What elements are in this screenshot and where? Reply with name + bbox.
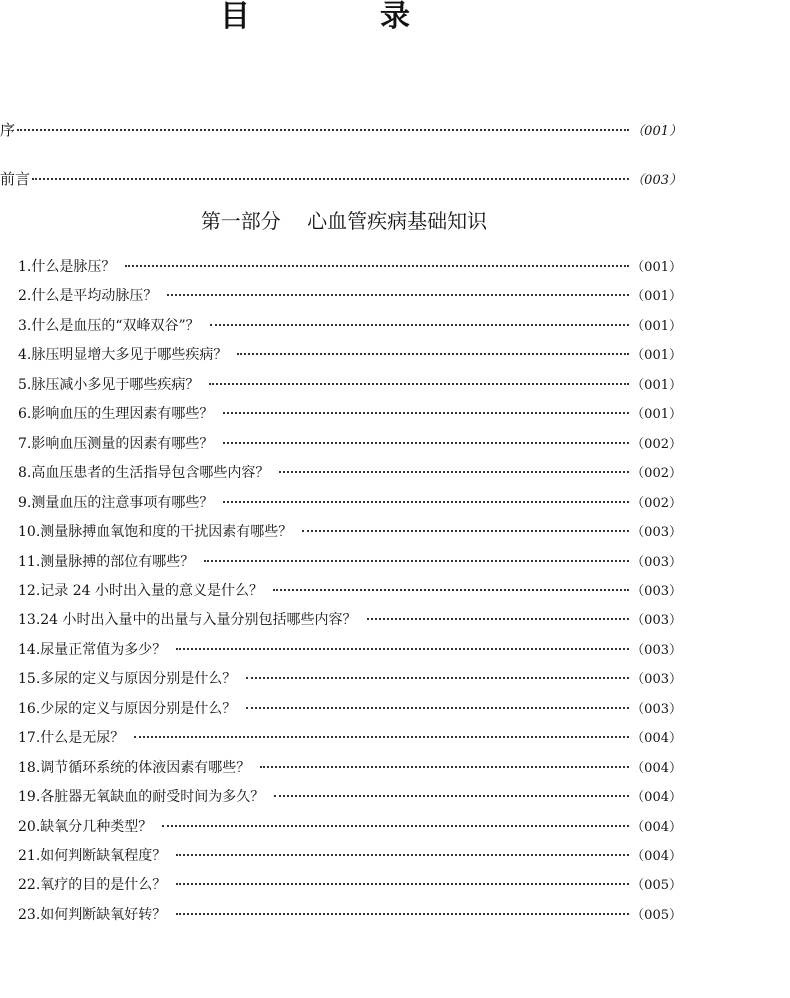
toc-entry-page: （003） xyxy=(631,525,682,541)
section-name: 心血管疾病基础知识 xyxy=(307,209,488,233)
toc-entry-page: （004） xyxy=(631,790,682,806)
toc-entry[interactable] xyxy=(18,405,682,424)
toc-entry-page: （002） xyxy=(631,466,682,482)
toc-entry-number: 3. xyxy=(18,317,32,334)
toc-entry-page: （001） xyxy=(631,407,682,423)
toc-entry[interactable] xyxy=(18,553,682,572)
toc-foreword-label: 前言 xyxy=(0,170,31,188)
toc-entry[interactable] xyxy=(18,287,682,306)
toc-entry[interactable] xyxy=(18,906,682,925)
toc-entry-page: （003） xyxy=(631,701,682,717)
toc-entry-text: 多尿的定义与原因分别是什么？ xyxy=(40,671,237,688)
toc-entry-label xyxy=(18,641,176,659)
page-title: 目 录 xyxy=(220,0,460,34)
toc-entry-label xyxy=(18,729,134,747)
toc-entry-text: 脉压明显增大多见于哪些疾病？ xyxy=(31,347,228,364)
dot-leader xyxy=(176,854,629,856)
toc-entry[interactable] xyxy=(18,700,682,719)
toc-entry-text: 记录 24 小时出入量的意义是什么？ xyxy=(40,582,263,599)
toc-entry-text: 脉压减小多见于哪些疾病？ xyxy=(31,376,200,393)
toc-entry-text: 24 小时出入量中的出量与入量分别包括哪些内容？ xyxy=(40,612,357,629)
dot-leader xyxy=(223,442,629,444)
toc-entry-text: 氧疗的目的是什么？ xyxy=(40,877,167,894)
toc-entry-number: 2. xyxy=(18,288,32,305)
toc-entry-label xyxy=(18,464,279,482)
toc-entry-page: （005） xyxy=(631,878,682,894)
toc-entry-label xyxy=(18,287,167,305)
toc-entry[interactable] xyxy=(18,376,682,395)
dot-leader xyxy=(176,648,629,650)
dot-leader xyxy=(223,501,629,503)
dot-leader xyxy=(17,129,629,131)
toc-entry-label xyxy=(18,523,302,541)
dot-leader xyxy=(246,677,629,679)
toc-entry-text: 调节循环系统的体液因素有哪些？ xyxy=(40,759,251,776)
toc-entry-label xyxy=(18,906,176,924)
toc-entry[interactable] xyxy=(18,729,682,748)
toc-entry-page: （001） xyxy=(631,318,682,334)
toc-entry-text: 高血压患者的生活指导包含哪些内容？ xyxy=(31,465,270,482)
toc-entry[interactable] xyxy=(18,258,682,277)
toc-entry-number: 16. xyxy=(18,700,41,717)
toc-entry-page: （005） xyxy=(631,907,682,923)
toc-entry-number: 9. xyxy=(18,494,32,511)
toc-entry-number: 8. xyxy=(18,465,32,482)
toc-entry[interactable] xyxy=(18,494,682,513)
dot-leader xyxy=(204,560,629,562)
toc-entry-number: 4. xyxy=(18,347,32,364)
toc-entry-label xyxy=(18,494,223,512)
toc-entry-page: （001） xyxy=(631,260,682,275)
dot-leader xyxy=(209,383,629,385)
dot-leader xyxy=(302,530,629,532)
dot-leader xyxy=(125,265,629,267)
toc-entry-page: （004） xyxy=(631,731,682,747)
dot-leader xyxy=(274,795,629,797)
toc-entry-label xyxy=(18,346,237,364)
toc-entry-label xyxy=(18,700,246,718)
toc-entry[interactable] xyxy=(18,759,682,778)
toc-entry-label xyxy=(18,258,125,276)
toc-entry-number: 21. xyxy=(18,848,41,864)
toc-entry-number: 1. xyxy=(18,259,32,275)
toc-entry-page: （003） xyxy=(631,642,682,658)
toc-foreword-page: （003） xyxy=(631,173,682,188)
dot-leader xyxy=(367,618,630,620)
toc-entry-page: （003） xyxy=(631,672,682,688)
toc-entry-number: 20. xyxy=(18,818,41,835)
dot-leader xyxy=(32,178,629,180)
toc-entry[interactable] xyxy=(18,670,682,689)
toc-entry[interactable] xyxy=(18,847,682,866)
toc-entry-text: 如何判断缺氧程度？ xyxy=(40,848,167,864)
toc-entry-text: 影响血压的生理因素有哪些？ xyxy=(31,406,214,423)
toc-entry-text: 尿量正常值为多少？ xyxy=(40,641,167,658)
dot-leader xyxy=(279,471,629,473)
toc-entry-number: 19. xyxy=(18,789,41,806)
dot-leader xyxy=(237,353,629,355)
toc-entry-number: 18. xyxy=(18,759,41,776)
toc-entry-label xyxy=(18,670,246,688)
toc-entry-text: 少尿的定义与原因分别是什么？ xyxy=(40,700,237,717)
toc-entry-text: 什么是血压的“双峰双谷”？ xyxy=(31,317,200,334)
toc-entry[interactable] xyxy=(18,641,682,660)
toc-entry-label xyxy=(18,611,367,629)
toc-entry-label xyxy=(18,435,223,453)
dot-leader xyxy=(167,294,629,296)
toc-entry[interactable] xyxy=(18,818,682,837)
toc-entry-page: （004） xyxy=(631,849,682,864)
toc-entry-text: 缺氧分几种类型？ xyxy=(40,818,153,835)
toc-entry[interactable] xyxy=(18,317,682,336)
toc-entry-page: （003） xyxy=(631,554,682,570)
toc-entry-label xyxy=(18,876,176,894)
toc-entry[interactable] xyxy=(18,464,682,483)
toc-entry[interactable] xyxy=(18,582,682,601)
toc-entry-page: （004） xyxy=(631,760,682,776)
toc-entry-label xyxy=(18,818,162,836)
toc-preface-row[interactable] xyxy=(0,121,682,141)
dot-leader xyxy=(273,589,629,591)
toc-preface-page: （001） xyxy=(631,124,682,139)
toc-entry-label xyxy=(18,553,204,571)
toc-entry[interactable] xyxy=(18,876,682,895)
toc-entry-number: 11. xyxy=(18,553,41,570)
dot-leader xyxy=(134,736,629,738)
dot-leader xyxy=(223,412,629,414)
toc-entry-label xyxy=(18,847,176,865)
section-heading xyxy=(0,208,682,234)
toc-entry[interactable] xyxy=(18,788,682,807)
toc-entry-number: 15. xyxy=(18,671,41,688)
toc-entry-page: （002） xyxy=(631,436,682,452)
toc-entry-number: 10. xyxy=(18,524,41,541)
toc-entry-page: （004） xyxy=(631,819,682,835)
toc-entry-number: 14. xyxy=(18,641,41,658)
toc-entry-label xyxy=(18,317,210,335)
toc-entry-text: 什么是脉压？ xyxy=(31,259,116,275)
toc-entry-text: 测量脉搏的部位有哪些？ xyxy=(40,553,195,570)
toc-entry-page: （003） xyxy=(631,613,682,629)
toc-entry-page: （002） xyxy=(631,495,682,511)
toc-entry-text: 如何判断缺氧好转？ xyxy=(40,906,167,923)
toc-entry[interactable] xyxy=(18,611,682,630)
toc-entry-text: 测量血压的注意事项有哪些？ xyxy=(31,494,214,511)
toc-entry-page: （001） xyxy=(631,348,682,364)
section-part: 第一部分 xyxy=(200,209,281,233)
toc-foreword-row[interactable] xyxy=(0,170,682,190)
dot-leader xyxy=(246,707,629,709)
toc-entry-text: 什么是平均动脉压？ xyxy=(31,288,158,305)
toc-entry-number: 13. xyxy=(18,612,41,629)
toc-entry-page: （001） xyxy=(631,289,682,305)
toc-entry[interactable] xyxy=(18,435,682,454)
toc-entry-number: 5. xyxy=(18,376,32,393)
toc-entry-number: 12. xyxy=(18,582,41,599)
toc-entry-number: 7. xyxy=(18,435,32,452)
toc-entry-page: （001） xyxy=(631,377,682,393)
toc-entry-label xyxy=(18,405,223,423)
dot-leader xyxy=(176,883,629,885)
dot-leader xyxy=(210,324,629,326)
toc-entry[interactable] xyxy=(18,523,682,542)
dot-leader xyxy=(176,913,629,915)
toc-entry-text: 什么是无尿？ xyxy=(40,730,125,747)
toc-entry-label xyxy=(18,582,273,600)
toc-entry-label xyxy=(18,788,274,806)
toc-entry-number: 23. xyxy=(18,906,41,923)
toc-entry-number: 22. xyxy=(18,877,41,894)
toc-entry-number: 17. xyxy=(18,730,41,747)
toc-entry-label xyxy=(18,759,260,777)
toc-entry-text: 影响血压测量的因素有哪些？ xyxy=(31,435,214,452)
dot-leader xyxy=(260,766,629,768)
toc-entry[interactable] xyxy=(18,346,682,365)
dot-leader xyxy=(162,825,629,827)
toc-preface-label: 序 xyxy=(0,121,16,139)
toc-entry-number: 6. xyxy=(18,406,32,423)
toc-entry-page: （003） xyxy=(631,583,682,599)
toc-entry-label xyxy=(18,376,209,394)
toc-entry-text: 各脏器无氧缺血的耐受时间为多久？ xyxy=(40,789,265,806)
toc-entry-text: 测量脉搏血氧饱和度的干扰因素有哪些？ xyxy=(40,524,293,541)
